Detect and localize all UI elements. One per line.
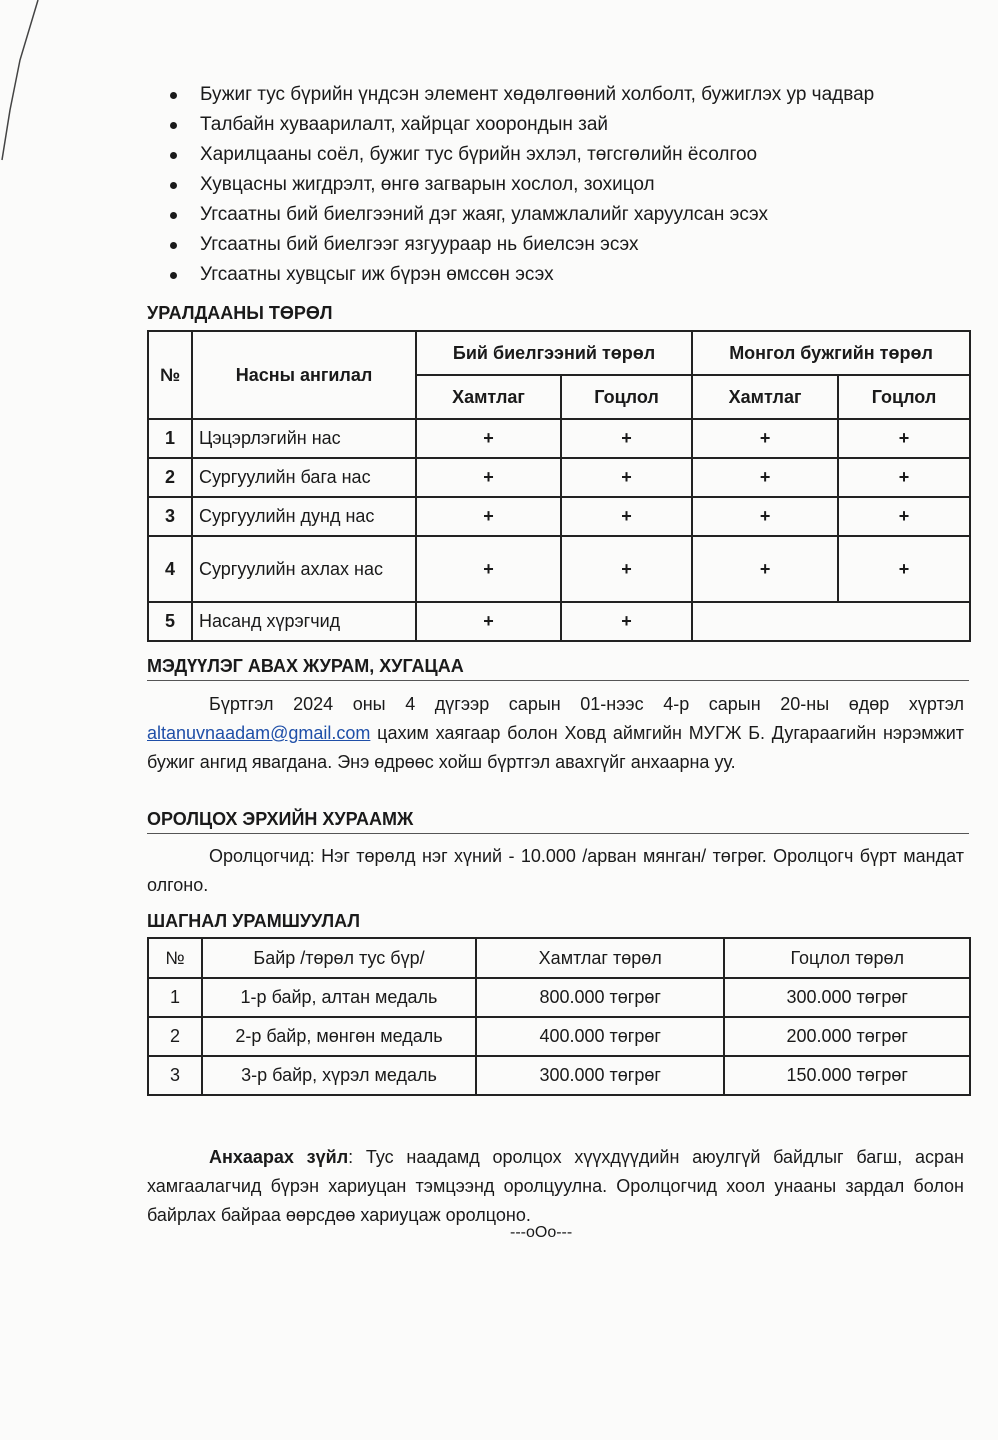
age-category: Насанд хүрэгчид: [192, 602, 416, 641]
solo-prize-cell: 300.000 төгрөг: [724, 978, 970, 1017]
mark-cell: +: [416, 458, 561, 497]
table-row: [148, 1017, 970, 1056]
mark-cell: +: [692, 536, 838, 602]
note-text: : Тус наадамд оролцох хүүхдүүдийн аюулгүй байдлыг багш, асран хамгаалагчид бүрэн хариуцан тэмцээнд оролцуулна. Оролцогчид хоол унааны зардал болон байрлах байраа өөрсдөө хариуцаж оролцоно.: [147, 1147, 964, 1225]
mark-cell: +: [561, 497, 692, 536]
col-header-group: Хамтлаг: [692, 375, 838, 419]
row-number: 5: [148, 602, 192, 641]
mark-cell: +: [838, 536, 970, 602]
mark-cell: +: [416, 497, 561, 536]
mark-cell: +: [692, 458, 838, 497]
mark-cell: +: [838, 458, 970, 497]
mark-cell: +: [416, 419, 561, 458]
table-row: [148, 419, 970, 458]
solo-prize-cell: 200.000 төгрөг: [724, 1017, 970, 1056]
email-link[interactable]: altanuvnaadam@gmail.com: [147, 723, 371, 743]
row-number: 1: [148, 978, 202, 1017]
group-prize-cell: 300.000 төгрөг: [476, 1056, 724, 1095]
empty-cell: [692, 602, 970, 641]
age-category: Сургуулийн бага нас: [192, 458, 416, 497]
col-header-no: №: [148, 938, 202, 978]
fee-paragraph: [147, 842, 964, 900]
mark-cell: +: [561, 602, 692, 641]
col-header-age: Насны ангилал: [192, 331, 416, 419]
mark-cell: +: [838, 497, 970, 536]
mark-cell: +: [561, 458, 692, 497]
row-number: 3: [148, 497, 192, 536]
col-header-biy: Бий биелгээний төрөл: [416, 331, 692, 375]
awards-table: [147, 937, 971, 1096]
table-row: [148, 978, 970, 1017]
place-cell: 2-р байр, мөнгөн медаль: [202, 1017, 476, 1056]
row-number: 2: [148, 458, 192, 497]
list-item: Талбайн хуваарилалт, хайрцаг хоорондын зай: [168, 112, 968, 142]
col-header-solo: Гоцлол: [838, 375, 970, 419]
table-row: [148, 458, 970, 497]
scan-edge-line: [0, 0, 60, 170]
age-category: Сургуулийн ахлах нас: [192, 536, 416, 602]
age-category: Цэцэрлэгийн нас: [192, 419, 416, 458]
criteria-list: [168, 82, 968, 292]
row-number: 3: [148, 1056, 202, 1095]
competition-table: [147, 330, 971, 642]
row-number: 4: [148, 536, 192, 602]
col-header-no: №: [148, 331, 192, 419]
row-number: 2: [148, 1017, 202, 1056]
list-item: Угсаатны хувцсыг иж бүрэн өмссөн эсэх: [168, 262, 968, 292]
table-row: [148, 536, 970, 602]
note-paragraph: [147, 1143, 964, 1230]
mark-cell: +: [416, 536, 561, 602]
list-item: Хувцасны жигдрэлт, өнгө загварын хослол, зохицол: [168, 172, 968, 202]
table-header-row: [148, 331, 970, 375]
mark-cell: +: [561, 419, 692, 458]
table-header-row: [148, 938, 970, 978]
place-cell: 3-р байр, хүрэл медаль: [202, 1056, 476, 1095]
fee-heading: ОРОЛЦОХ ЭРХИЙН ХУРААМЖ: [147, 808, 969, 834]
col-header-mongol: Монгол бужгийн төрөл: [692, 331, 970, 375]
mark-cell: +: [416, 602, 561, 641]
group-prize-cell: 800.000 төгрөг: [476, 978, 724, 1017]
row-number: 1: [148, 419, 192, 458]
list-item: Угсаатны бий биелгээг язгуураар нь биелсэн эсэх: [168, 232, 968, 262]
awards-heading: ШАГНАЛ УРАМШУУЛАЛ: [147, 911, 361, 931]
mark-cell: +: [838, 419, 970, 458]
list-item: Угсаатны бий биелгээний дэг жаяг, уламжлалийг харуулсан эсэх: [168, 202, 968, 232]
table-row: [148, 602, 970, 641]
col-header-group: Хамтлаг: [416, 375, 561, 419]
age-category: Сургуулийн дунд нас: [192, 497, 416, 536]
group-prize-cell: 400.000 төгрөг: [476, 1017, 724, 1056]
col-header-group: Хамтлаг төрөл: [476, 938, 724, 978]
note-label: Анхаарах зүйл: [209, 1147, 349, 1167]
col-header-solo: Гоцлол төрөл: [724, 938, 970, 978]
fee-text: Оролцогчид: Нэг төрөлд нэг хүний - 10.000 /арван мянган/ төгрөг. Оролцогч бүрт мандат олгоно.: [147, 846, 964, 895]
registration-paragraph: [147, 690, 964, 777]
table-row: [148, 1056, 970, 1095]
registration-text: Бүртгэл 2024 оны 4 дүгээр сарын 01-нээс 4-р сарын 20-ны өдөр хүртэл: [209, 694, 964, 714]
registration-heading: МЭДҮҮЛЭГ АВАХ ЖУРАМ, ХУГАЦАА: [147, 655, 969, 681]
col-header-place: Байр /төрөл тус бүр/: [202, 938, 476, 978]
list-item: Бужиг тус бүрийн үндсэн элемент хөдөлгөөний холболт, бужиглэх ур чадвар: [168, 82, 968, 112]
table-row: [148, 497, 970, 536]
competition-heading: УРАЛДААНЫ ТӨРӨЛ: [147, 303, 333, 323]
mark-cell: +: [692, 497, 838, 536]
end-mark: ---oOo---: [510, 1224, 573, 1241]
place-cell: 1-р байр, алтан медаль: [202, 978, 476, 1017]
col-header-solo: Гоцлол: [561, 375, 692, 419]
mark-cell: +: [692, 419, 838, 458]
mark-cell: +: [561, 536, 692, 602]
registration-text-continued: цахим хаягаар болон Ховд аймгийн МУГЖ Б. Дугараагийн нэрэмжит бужиг ангид явагдана. Энэ өдрөөс хойш бүртгэл авахгүйг анхаарна уу.: [147, 723, 964, 772]
solo-prize-cell: 150.000 төгрөг: [724, 1056, 970, 1095]
list-item: Харилцааны соёл, бужиг тус бүрийн эхлэл, төгсгөлийн ёсолгоо: [168, 142, 968, 172]
